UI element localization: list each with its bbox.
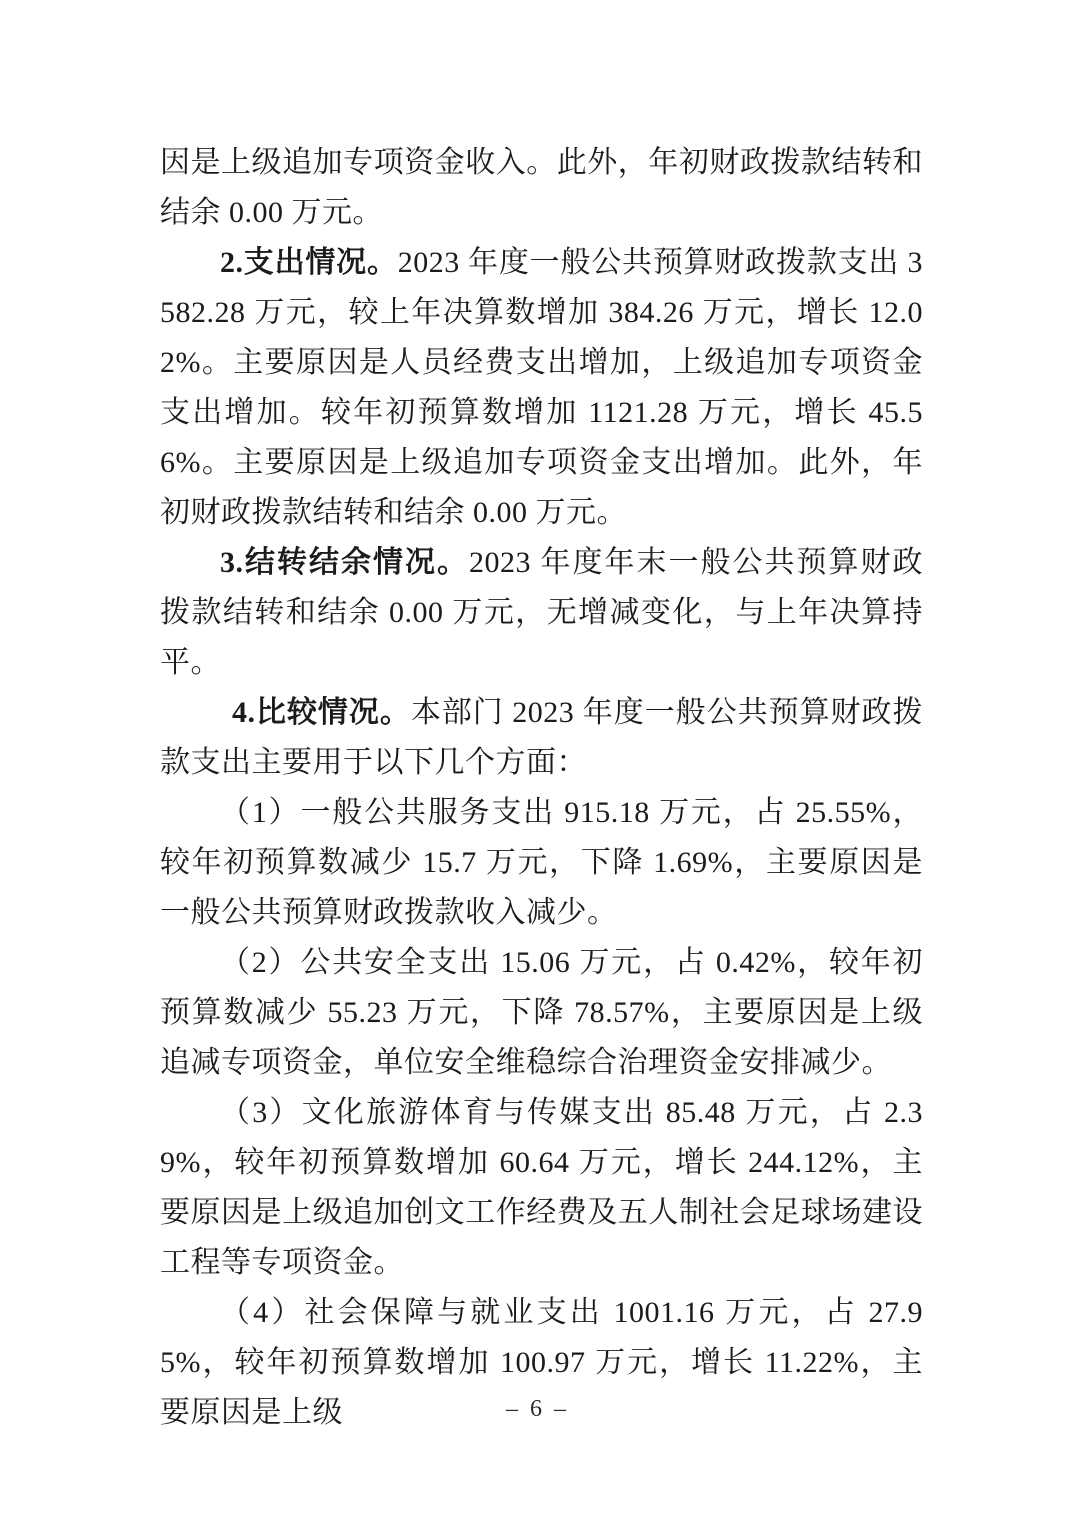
section-heading-text: 4.比较情况。: [232, 696, 411, 729]
section-heading-text: 3.结转结余情况。: [220, 546, 469, 579]
page-number: – 6 –: [506, 1396, 569, 1422]
paragraph: [160, 788, 923, 938]
paragraph: [160, 688, 923, 788]
paragraph: [160, 938, 923, 1088]
paragraph: [160, 538, 923, 688]
paragraph: [160, 138, 923, 238]
body-text: （3）文化旅游体育与传媒支出 85.48 万元，占 2.39%，较年初预算数增加 60.64 万元，增长 244.12%，主要原因是上级追加创文工作经费及五人制社会足球场建设工程等专项资金。: [160, 1096, 923, 1279]
page-footer: [0, 1396, 1075, 1423]
body-text: （4）社会保障与就业支出 1001.16 万元，占 27.95%，较年初预算数增加 100.97 万元，增长 11.22%，主要原因是上级: [160, 1296, 923, 1429]
paragraph: [160, 238, 923, 538]
body-text: 本部门 2023 年度一般公共预算财政拨款支出主要用于以下几个方面：: [160, 696, 924, 779]
document-text-body: [160, 138, 923, 1438]
body-text: 2023 年度年末一般公共预算财政拨款结转和结余 0.00 万元，无增减变化，与上年决算持平。: [160, 546, 923, 679]
body-text: （2）公共安全支出 15.06 万元，占 0.42%，较年初预算数减少 55.23 万元，下降 78.57%，主要原因是上级追减专项资金，单位安全维稳综合治理资金安排减少。: [160, 946, 923, 1079]
section-heading-text: 2.支出情况。: [220, 246, 398, 279]
body-text: 因是上级追加专项资金收入。此外，年初财政拨款结转和结余 0.00 万元。: [160, 146, 923, 229]
body-text: （1）一般公共服务支出 915.18 万元，占 25.55%，较年初预算数减少 15.7 万元，下降 1.69%，主要原因是一般公共预算财政拨款收入减少。: [160, 796, 923, 929]
body-text: 2023 年度一般公共预算财政拨款支出 3582.28 万元，较上年决算数增加 384.26 万元，增长 12.02%。主要原因是人员经费支出增加，上级追加专项资金支出增加。较年初预算数增加 1121.28 万元，增长 45.56%。主要原因是上级追加专项资金支出增加。此外，年初财政拨款结转和结余 0.00 万元。: [160, 246, 924, 529]
paragraph: [160, 1088, 923, 1288]
